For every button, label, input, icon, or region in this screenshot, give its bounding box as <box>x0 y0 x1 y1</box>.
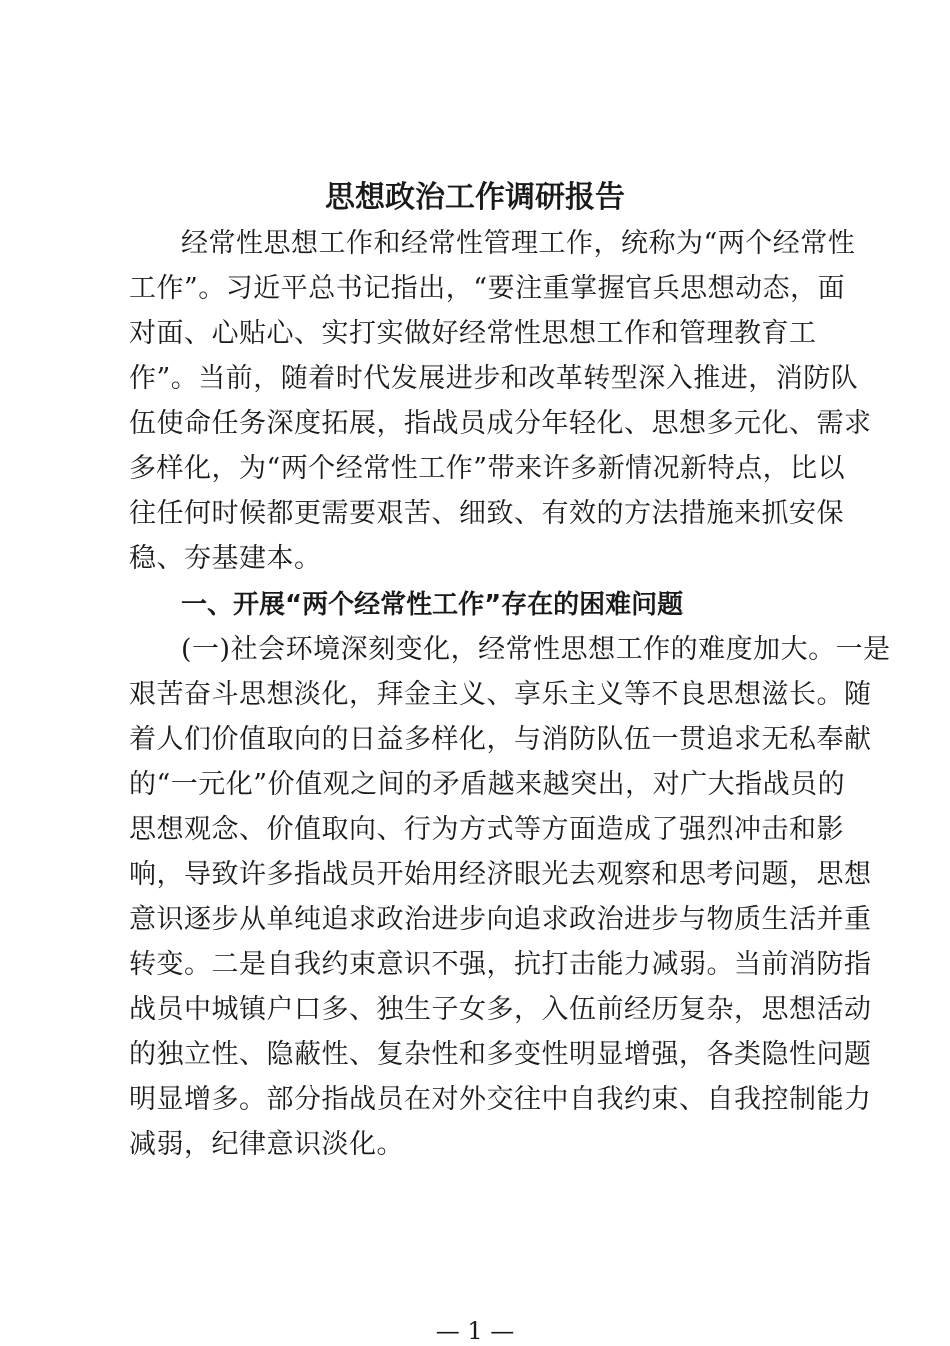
paragraph-line: 稳、夯基建本。 <box>129 543 322 574</box>
paragraph-line: 响，导致许多指战员开始用经济眼光去观察和思考问题，思想 <box>129 859 872 890</box>
paragraph-line: 的“一元化”价值观之间的矛盾越来越突出，对广大指战员的 <box>129 769 846 800</box>
paragraph-line: 减弱，纪律意识淡化。 <box>129 1129 404 1160</box>
paragraph-line: 多样化，为“两个经常性工作”带来许多新情况新特点，比以 <box>129 453 846 484</box>
paragraph-line: 往任何时候都更需要艰苦、细致、有效的方法措施来抓安保 <box>129 498 844 529</box>
section-heading: 一、开展“两个经常性工作”存在的困难问题 <box>181 590 684 620</box>
paragraph-line: 艰苦奋斗思想淡化，拜金主义、享乐主义等不良思想滋长。随 <box>129 679 872 710</box>
paragraph-line: 伍使命任务深度拓展，指战员成分年轻化、思想多元化、需求 <box>129 408 872 439</box>
paragraph-line: 明显增多。部分指战员在对外交往中自我约束、自我控制能力 <box>129 1084 872 1115</box>
paragraph-line: 作”。当前，随着时代发展进步和改革转型深入推进，消防队 <box>129 363 859 394</box>
paragraph-line: (一)社会环境深刻变化，经常性思想工作的难度加大。一是 <box>181 634 891 665</box>
paragraph-line: 的独立性、隐蔽性、复杂性和多变性明显增强，各类隐性问题 <box>129 1039 872 1070</box>
paragraph-line: 经常性思想工作和经常性管理工作，统称为“两个经常性 <box>181 228 856 259</box>
paragraph-line: 思想观念、价值取向、行为方式等方面造成了强烈冲击和影 <box>129 814 844 845</box>
document-title: 思想政治工作调研报告 <box>325 180 625 215</box>
paragraph-line: 工作”。习近平总书记指出，“要注重掌握官兵思想动态，面 <box>129 273 846 304</box>
paragraph-line: 转变。二是自我约束意识不强，抗打击能力减弱。当前消防指 <box>129 949 872 980</box>
paragraph-line: 意识逐步从单纯追求政治进步向追求政治进步与物质生活并重 <box>129 904 872 935</box>
page-number: — 1 — <box>435 1317 515 1345</box>
paragraph-line: 战员中城镇户口多、独生子女多，入伍前经历复杂，思想活动 <box>129 994 872 1025</box>
paragraph-line: 对面、心贴心、实打实做好经常性思想工作和管理教育工 <box>129 318 817 349</box>
paragraph-line: 着人们价值取向的日益多样化，与消防队伍一贯追求无私奉献 <box>129 724 872 755</box>
